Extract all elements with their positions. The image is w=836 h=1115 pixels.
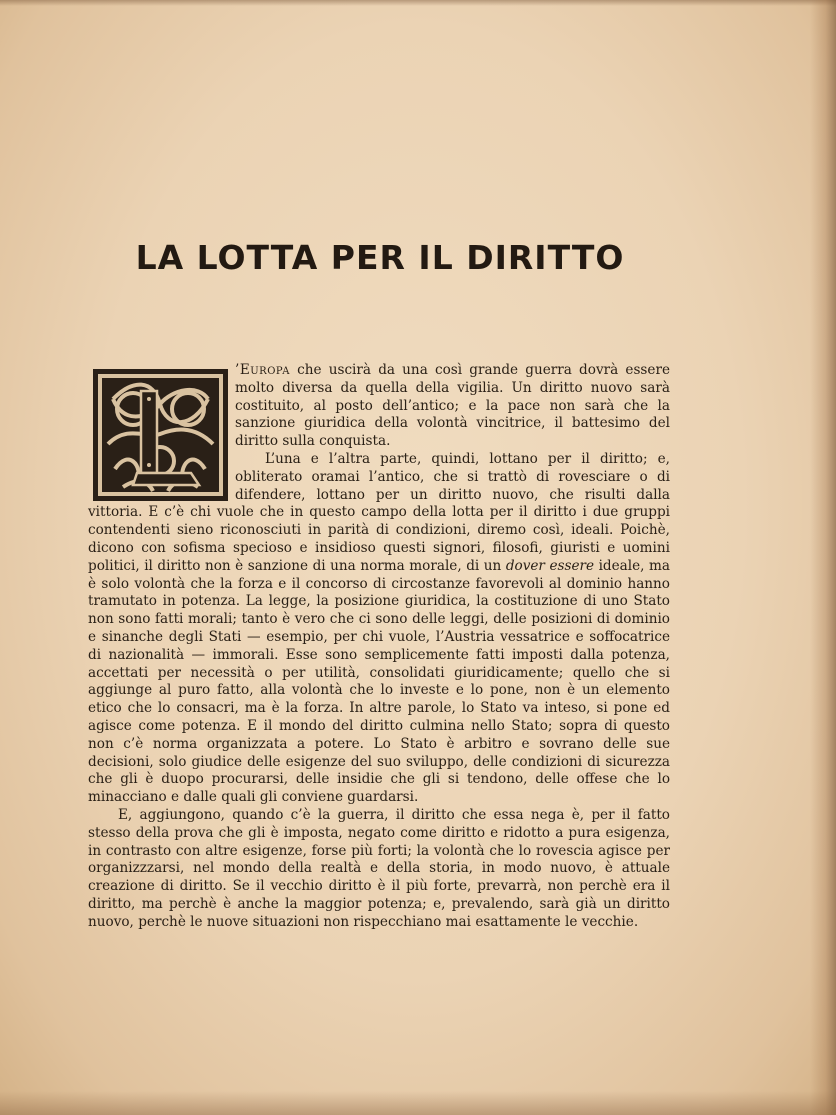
bottom-edge-shadow: [0, 1091, 836, 1115]
top-edge-shadow: [0, 0, 836, 6]
right-edge-shadow: [810, 0, 836, 1115]
paragraph-2: [88, 451, 670, 807]
paragraph-2-italic: dover essere: [505, 557, 595, 574]
paragraph-2-text-a: L’una e l’altra parte, quindi, lottano per il diritto; e, obliterato oramai l’antico, che si trattò di rovesciare o di difendere, lottano per un diritto nuovo, che risulti dalla vittoria. E c’è chi vuole che in questo campo della lotta per il diritto i due gruppi contendenti sieno riconosciuti in parità di condizioni, diremo così, ideali. Poichè, dicono con sofisma specioso e insidioso questi signori, filosofi, giuristi e uomini politici, il diritto non è sanzione di una norma morale, di un: [88, 450, 670, 574]
page-title: LA LOTTA PER IL DIRITTO: [135, 238, 625, 277]
paragraph-3: E, aggiungono, quando c’è la guerra, il diritto che essa nega è, per il fatto stesso della prova che gli è imposta, negato come diritto e ridotto a pura esigenza, in contrasto con altre esigenze, forse più forti; la volontà che lo rovescia agisce per organizzzarsi, nel mondo della realtà e della storia, in modo nuovo, è attuale creazione di diritto. Se il vecchio diritto è il più forte, prevarrà, non perchè era il diritto, ma perchè è anche la maggior potenza; e, prevalendo, sarà già un diritto nuovo, perchè le nuove situazioni non rispecchiano mai esattamente le vecchie.: [88, 806, 670, 930]
paragraph-1-text: che uscirà da una così grande guerra dovrà essere molto diversa da quella della vigilia. Un diritto nuovo sarà costituito, al posto dell’antico; e la pace non sarà che la sanzione giuridica della volontà vincitrice, il battesimo del diritto sulla conquista.: [235, 362, 670, 450]
article-body: [88, 362, 670, 932]
paragraph-2-text-b: ideale, ma è solo volontà che la forza e il concorso di circostanze favorevoli al dominio hanno tramutato in potenza. La legge, la posizione giuridica, la costituzione di uno Stato non sono fatti morali; tanto è vero che ci sono delle leggi, delle posizioni di dominio e sinanche degli Stati — esempio, per chi vuole, l’Austria vessatrice e soffocatrice di nazionalità — immorali. Esse sono semplicemente fatti imposti dalla potenza, accettati per necessità o per utilità, consolidati giuridicamente; quello che si aggiunge al puro fatto, alla volontà che lo investe e lo pone, non è un elemento etico che lo consacri, ma è la forza. In altre parole, lo Stato va inteso, si pone ed agisce come potenza. E il mondo del diritto culmina nello Stato; sopra di questo non c’è norma organizzata a potere. Lo Stato è arbitro e sovrano delle sue decisioni, solo giudice delle esigenze del suo sviluppo, delle condizioni di sicurezza che gli è duopo procurarsi, delle insidie che gli si tendono, delle offese che lo minacciano e dalle quali gli conviene guardarsi.: [88, 557, 671, 806]
paragraph-1-lead: ’Europa: [235, 362, 290, 378]
dropcap-space: [88, 362, 235, 502]
